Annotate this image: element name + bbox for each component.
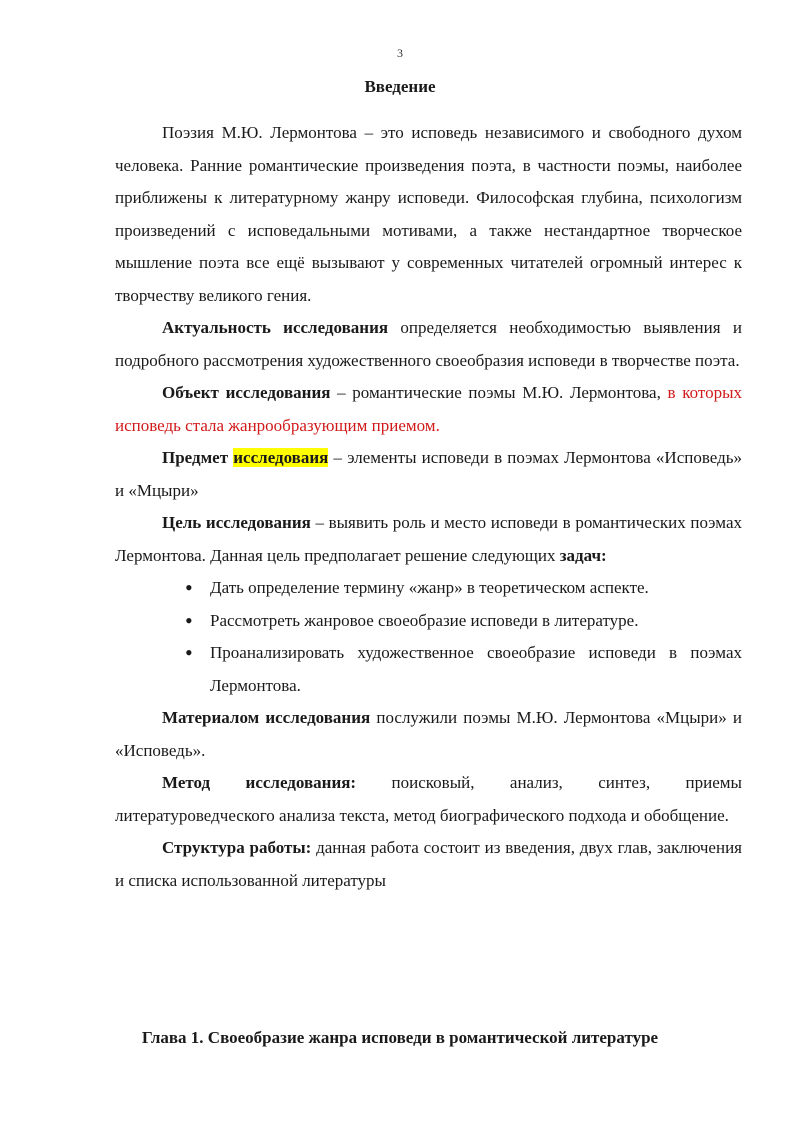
material-paragraph: [115, 702, 742, 767]
section-heading: Введение: [364, 77, 436, 96]
list-item: • Проанализировать художественное своеобразие исповеди в поэмах Лермонтова.: [115, 637, 742, 702]
goal-paragraph: [115, 507, 742, 572]
object-red-text: в которых исповедь стала жанрообразующим приемом.: [115, 383, 743, 435]
object-label: Объект исследования: [162, 383, 331, 402]
subject-text: – элементы исповеди в поэмах Лермонтова «Исповедь» и «Мцыри»: [115, 448, 742, 500]
list-item: • Дать определение термину «жанр» в теоретическом аспекте.: [115, 572, 742, 605]
chapter-title: Глава 1. Своеобразие жанра исповеди в романтической литературе: [141, 1028, 659, 1047]
list-item: • Рассмотреть жанровое своеобразие исповеди в литературе.: [115, 605, 742, 638]
relevance-paragraph: [115, 312, 742, 377]
structure-text: данная работа состоит из введения, двух глав, заключения и списка использованной литературы: [115, 838, 742, 890]
structure-label: Структура работы:: [162, 838, 312, 857]
structure-paragraph: [115, 832, 742, 897]
relevance-label: Актуальность исследования: [162, 318, 389, 337]
intro-paragraph: Поэзия М.Ю. Лермонтова – это исповедь независимого и свободного духом человека. Ранние романтические произведения поэта, в частности поэмы, наиболее приближены к литературному жанру исповеди. Философская глубина, психологизм произведений с исповедальными мотивами, а также нестандартное творческое мышление поэта все ещё вызывают у современных читателей огромный интерес к творчеству великого гения.: [115, 123, 742, 305]
page-number: 3: [397, 46, 403, 60]
object-text: – романтические поэмы М.Ю. Лермонтова,: [330, 383, 661, 402]
material-label: Материалом исследования: [162, 708, 371, 727]
relevance-text: определяется необходимостью выявления и подробного рассмотрения художественного своеобразия исповеди в творчестве поэта.: [115, 318, 742, 370]
material-text: послужили поэмы М.Ю. Лермонтова «Мцыри» и «Исповедь».: [115, 708, 742, 760]
body-text: [115, 117, 742, 897]
tasks-label: задач:: [559, 545, 607, 565]
method-label: Метод исследования:: [162, 773, 357, 792]
subject-paragraph: [115, 442, 742, 507]
goal-text: – выявить роль и место исповеди в романтических поэмах Лермонтова. Данная цель предполагает решение следующих: [115, 513, 742, 565]
subject-label: Предмет: [162, 448, 234, 467]
subject-highlighted-word: исследоваия: [233, 448, 329, 467]
tasks-list: [115, 572, 742, 702]
object-paragraph: [115, 377, 742, 442]
method-text: поисковый, анализ, синтез, приемы литературоведческого анализа текста, метод биографического подхода и обобщение.: [115, 773, 742, 825]
goal-label: Цель исследования: [162, 513, 311, 532]
method-paragraph: [115, 767, 742, 832]
